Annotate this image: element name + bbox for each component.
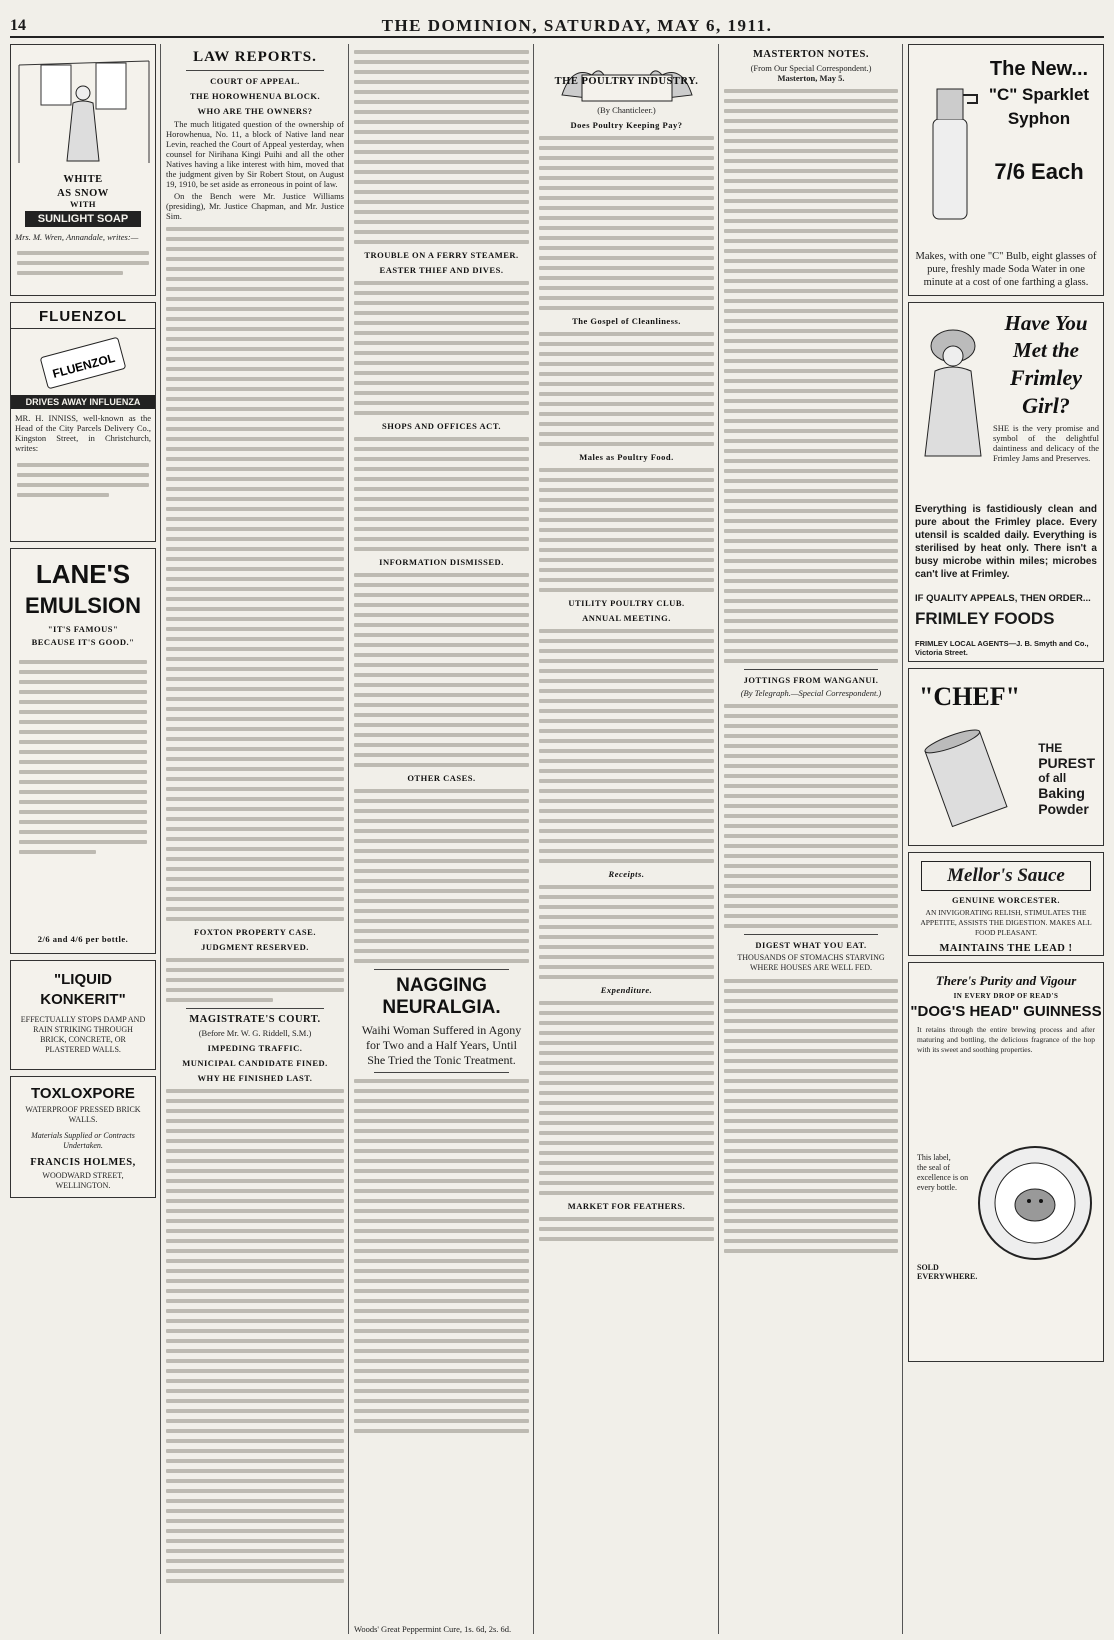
frimley-ad bbox=[908, 302, 1104, 662]
column-3 bbox=[354, 44, 529, 1634]
column-1 bbox=[10, 44, 156, 1204]
toxloxpore-address: WOODWARD STREET, bbox=[42, 1171, 124, 1180]
magistrate-name: (Before Mr. W. G. Riddell, S.M.) bbox=[198, 1028, 312, 1038]
peppermint-cure-footer: Woods' Great Peppermint Cure, 1s. 6d, 2s. 6d. bbox=[354, 1624, 512, 1634]
guinness-label-note-2: the seal of bbox=[917, 1163, 950, 1172]
masterton-body-text bbox=[724, 89, 898, 663]
chanticleer-byline: (By Chanticleer.) bbox=[597, 105, 656, 115]
market-feathers-heading: MARKET FOR FEATHERS. bbox=[567, 1201, 686, 1211]
expenditure-table bbox=[539, 1001, 714, 1195]
sparklet-syphon-ad bbox=[908, 44, 1104, 296]
foxton-heading: FOXTON PROPERTY CASE. bbox=[194, 927, 316, 937]
testimonial-name: Mrs. M. Wren, Annandale, bbox=[15, 232, 105, 242]
magistrate-body-text bbox=[166, 1089, 344, 1583]
guinness-desc: It retains through the entire brewing process and after maturing and bottling, the delicious fragrance of the hop with its sweet and soothing properties. bbox=[917, 1025, 1095, 1054]
lanes-title-2: EMULSION bbox=[24, 593, 142, 618]
frimley-desc: SHE is the very promise and symbol of the delightful daintiness and delicacy of the Frimley Jams and Preserves. bbox=[993, 423, 1099, 463]
other-cases-heading: OTHER CASES. bbox=[407, 773, 476, 783]
mellors-sauce-ad bbox=[908, 852, 1104, 956]
annual-meeting-heading: ANNUAL MEETING. bbox=[582, 613, 671, 623]
who-owners-heading: WHO ARE THE OWNERS? bbox=[197, 106, 313, 116]
lanes-body-text bbox=[11, 650, 155, 864]
guinness-label-note-3: excellence is on bbox=[917, 1173, 969, 1182]
shops-heading: SHOPS AND OFFICES ACT. bbox=[381, 421, 501, 431]
toxloxpore-city: WELLINGTON. bbox=[55, 1181, 111, 1190]
shops-body-text bbox=[354, 437, 529, 551]
chef-line-5: Powder bbox=[1038, 801, 1089, 817]
masthead bbox=[10, 16, 1104, 38]
guinness-label-note-1: This label, bbox=[917, 1153, 951, 1162]
column-2 bbox=[166, 44, 344, 1634]
sparklet-price: 7/6 Each bbox=[994, 159, 1084, 184]
other-cases-body-text bbox=[354, 789, 529, 963]
wanganui-body-text bbox=[724, 704, 898, 928]
lanes-quote: "IT'S FAMOUS" bbox=[47, 624, 119, 634]
frimley-girl-illustration bbox=[913, 311, 993, 461]
why-finished-heading: WHY HE FINISHED LAST. bbox=[197, 1073, 313, 1083]
judgment-reserved-heading: JUDGMENT RESERVED. bbox=[201, 942, 309, 952]
toxloxpore-title: TOXLOXPORE bbox=[31, 1085, 135, 1102]
court-of-appeal-heading: COURT OF APPEAL. bbox=[210, 76, 300, 86]
nagging-neuralgia-heading: NAGGING NEURALGIA. bbox=[382, 975, 501, 1018]
konkerit-title-2: KONKERIT" bbox=[40, 991, 126, 1008]
baking-powder-tin-illustration bbox=[917, 719, 1017, 829]
utility-club-heading: UTILITY POULTRY CLUB. bbox=[568, 598, 685, 608]
article-body-text bbox=[166, 227, 344, 921]
page-number: 14 bbox=[10, 17, 26, 34]
column-6 bbox=[908, 44, 1104, 1634]
males-body-text bbox=[539, 468, 714, 592]
frimley-line-4: Girl? bbox=[1022, 393, 1070, 418]
sparklet-syphon-illustration bbox=[915, 59, 985, 229]
lanes-price: 2/6 and 4/6 per bottle. bbox=[37, 934, 129, 944]
sunlight-brand: SUNLIGHT SOAP bbox=[25, 211, 141, 227]
information-body-text bbox=[354, 573, 529, 767]
wanganui-byline: (By Telegraph.—Special Correspondent.) bbox=[740, 688, 882, 698]
chef-line-3: of all bbox=[1038, 771, 1067, 785]
sunlight-soap-ad bbox=[10, 44, 156, 296]
article-paragraph: The much litigated question of the ownership of Horowhenua, No. 11, a block of Native land near Levin, reached the Court of Appeal yesterday, when counsel for Nirihana Kingi Puihi and all the other Natives having a like interest with him, moved that the judgment given by Sir Robert Stout, on August 19, 1910, be set aside as erroneous in point of law. bbox=[166, 119, 344, 189]
digest-subheading: THOUSANDS OF STOMACHS STARVING WHERE HOUSES ARE WELL FED. bbox=[737, 953, 885, 972]
magistrates-court-heading: MAGISTRATE'S COURT. bbox=[189, 1014, 321, 1025]
market-body-text bbox=[539, 1217, 714, 1241]
correspondent-note: (From Our Special Correspondent.) bbox=[750, 63, 872, 73]
continued-text bbox=[354, 50, 529, 244]
sunlight-headline-1: WHITE bbox=[63, 174, 103, 185]
receipts-heading: Receipts. bbox=[608, 869, 645, 879]
mellors-desc: AN INVIGORATING RELISH, STIMULATES THE APPETITE, ASSISTS THE DIGESTION. MAKES ALL FOOD PLEASANT. bbox=[920, 908, 1092, 937]
mellors-genuine: GENUINE WORCESTER. bbox=[951, 895, 1061, 905]
sunlight-headline-2: AS SNOW bbox=[57, 188, 109, 199]
toxloxpore-company: FRANCIS HOLMES, bbox=[30, 1157, 136, 1168]
ferry-body-text bbox=[354, 281, 529, 415]
guinness-headline: There's Purity and Vigour bbox=[935, 973, 1077, 988]
masterton-dateline: Masterton, May 5. bbox=[777, 73, 845, 83]
guinness-title: "DOG'S HEAD" GUINNESS bbox=[910, 1003, 1102, 1020]
column-5 bbox=[724, 44, 898, 1634]
frimley-line-3: Frimley bbox=[1009, 365, 1083, 390]
konkerit-title-1: "LIQUID bbox=[54, 971, 112, 988]
lanes-title-1: LANE'S bbox=[35, 559, 131, 589]
frimley-quality: IF QUALITY APPEALS, THEN ORDER... bbox=[915, 593, 1091, 604]
does-pay-heading: Does Poultry Keeping Pay? bbox=[570, 120, 683, 130]
chef-title: "CHEF" bbox=[919, 682, 1021, 711]
law-reports-heading: LAW REPORTS. bbox=[193, 49, 317, 65]
poultry-industry-heading: THE POULTRY INDUSTRY. bbox=[554, 76, 699, 87]
column-4 bbox=[539, 44, 714, 1634]
frimley-agents: FRIMLEY LOCAL AGENTS—J. B. Smyth and Co., Victoria Street. bbox=[915, 639, 1089, 657]
ferry-heading: TROUBLE ON A FERRY STEAMER. bbox=[364, 250, 519, 260]
chef-line-4: Baking bbox=[1038, 785, 1085, 801]
chef-line-1: THE bbox=[1038, 741, 1063, 755]
liquid-konkerit-ad bbox=[10, 960, 156, 1070]
receipts-table bbox=[539, 885, 714, 979]
frimley-line-1: Have You bbox=[1004, 311, 1088, 335]
cleanliness-heading: The Gospel of Cleanliness. bbox=[572, 316, 681, 326]
fluenzol-body-text bbox=[11, 463, 155, 497]
easter-heading: EASTER THIEF AND DIVES. bbox=[379, 265, 504, 275]
sparklet-line-3: Syphon bbox=[1007, 109, 1071, 128]
candidate-fined-heading: MUNICIPAL CANDIDATE FINED. bbox=[182, 1058, 328, 1068]
sparklet-line-2: "C" Sparklet bbox=[988, 85, 1090, 104]
dogs-head-guinness-ad bbox=[908, 962, 1104, 1362]
mellors-title: Mellor's Sauce bbox=[947, 865, 1065, 886]
fluenzol-title: FLUENZOL bbox=[11, 308, 155, 329]
guinness-sold: SOLD EVERYWHERE. bbox=[917, 1263, 978, 1281]
frimley-brand: FRIMLEY FOODS bbox=[915, 609, 1055, 628]
chef-line-2: PUREST bbox=[1038, 755, 1095, 771]
cleanliness-body-text bbox=[539, 332, 714, 446]
fluenzol-byline: MR. H. INNISS, well-known as the Head of the City Parcels Delivery Co., Kingston Street, in Christchurch, writes: bbox=[15, 413, 151, 453]
woman-hanging-laundry-illustration bbox=[11, 45, 156, 165]
males-heading: Males as Poultry Food. bbox=[579, 452, 674, 462]
dogs-head-label-illustration bbox=[975, 1133, 1095, 1293]
information-dismissed-heading: INFORMATION DISMISSED. bbox=[379, 557, 504, 567]
guinness-sub: IN EVERY DROP OF READ'S bbox=[953, 992, 1059, 1000]
horowhenua-heading: THE HOROWHENUA BLOCK. bbox=[189, 91, 321, 101]
fluenzol-tagline: DRIVES AWAY INFLUENZA bbox=[11, 395, 155, 409]
toxloxpore-desc: WATERPROOF PRESSED BRICK WALLS. bbox=[25, 1105, 141, 1124]
impeding-traffic-heading: IMPEDING TRAFFIC. bbox=[207, 1043, 303, 1053]
article-paragraph: On the Bench were Mr. Justice Williams (presiding), Mr. Justice Chapman, and Mr. Justice Sim. bbox=[166, 191, 344, 221]
masterton-heading: MASTERTON NOTES. bbox=[753, 49, 869, 60]
waihi-subheading: Waihi Woman Suffered in Agony for Two and a Half Years, Until She Tried the Tonic Treatment. bbox=[361, 1023, 522, 1067]
svg-text:FLUENZOL: FLUENZOL bbox=[51, 350, 117, 381]
frimley-line-2: Met the bbox=[1013, 338, 1079, 362]
expenditure-heading: Expenditure. bbox=[600, 985, 653, 995]
poultry-body-text bbox=[539, 136, 714, 310]
sparklet-desc: Makes, with one "C" Bulb, eight glasses of pure, freshly made Soda Water in one minute at a cost of one farthing a glass. bbox=[915, 251, 1097, 288]
mellors-lead: MAINTAINS THE LEAD ! bbox=[939, 943, 1073, 954]
chef-baking-powder-ad bbox=[908, 668, 1104, 846]
neuralgia-body-text bbox=[354, 1079, 529, 1433]
sunlight-body-text bbox=[11, 251, 155, 275]
foxton-body-text bbox=[166, 958, 344, 1002]
wanganui-heading: JOTTINGS FROM WANGANUI. bbox=[743, 675, 879, 685]
fluenzol-ad bbox=[10, 302, 156, 542]
digest-heading: DIGEST WHAT YOU EAT. bbox=[755, 940, 867, 950]
annual-body-text bbox=[539, 629, 714, 863]
sunlight-headline-3: WITH bbox=[69, 199, 97, 209]
lanes-subquote: BECAUSE IT'S GOOD." bbox=[31, 637, 135, 647]
testimonial-intro: writes:— bbox=[107, 232, 139, 242]
konkerit-desc: EFFECTUALLY STOPS DAMP AND RAIN STRIKING THROUGH BRICK, CONCRETE, OR PLASTERED WALLS. bbox=[20, 1015, 146, 1054]
frimley-bold-text: Everything is fastidiously clean and pure about the Frimley place. Every utensil is scalded daily. Everything is sterilised by heat only. There isn't a busy microbe within miles; microbes can't live at Frimley. bbox=[915, 504, 1097, 580]
guinness-label-note-4: every bottle. bbox=[917, 1183, 957, 1192]
lanes-emulsion-ad bbox=[10, 548, 156, 954]
toxloxpore-ad bbox=[10, 1076, 156, 1198]
toxloxpore-supply: Materials Supplied or Contracts Undertaken. bbox=[31, 1131, 135, 1150]
digest-body-text bbox=[724, 979, 898, 1253]
fluenzol-bottle-illustration bbox=[13, 332, 153, 392]
sparklet-line-1: The New... bbox=[989, 58, 1089, 80]
newspaper-title: THE DOMINION, SATURDAY, MAY 6, 1911. bbox=[381, 16, 773, 35]
